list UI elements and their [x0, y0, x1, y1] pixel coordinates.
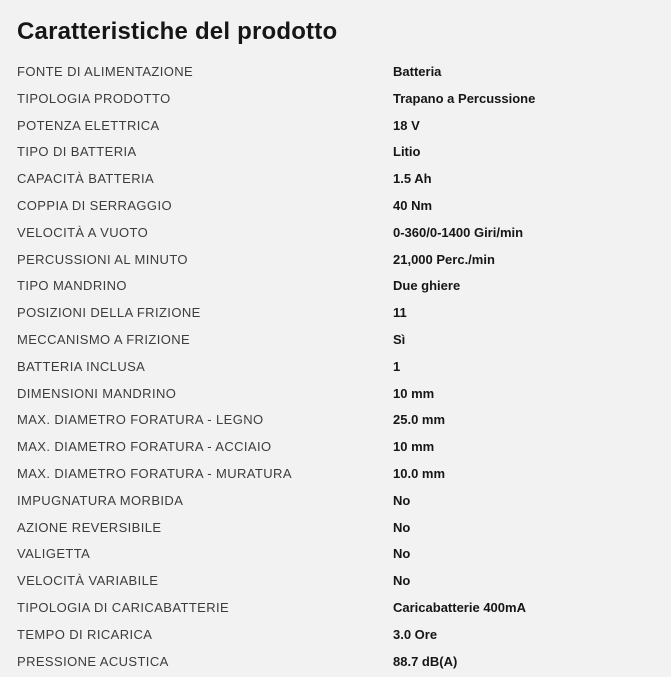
spec-value: Litio — [393, 144, 421, 160]
spec-label: BATTERIA INCLUSA — [17, 358, 146, 374]
spec-value: 3.0 Ore — [393, 626, 438, 642]
spec-label: VELOCITÀ VARIABILE — [17, 573, 159, 589]
spec-row-battery-type — [0, 138, 671, 165]
spec-row-max-drill-wood — [0, 406, 671, 433]
spec-label: PRESSIONE ACUSTICA — [17, 653, 169, 669]
spec-label: POTENZA ELETTRICA — [17, 117, 160, 133]
spec-value: Sì — [393, 331, 406, 347]
spec-label: POSIZIONI DELLA FRIZIONE — [17, 305, 201, 321]
spec-row-soft-grip — [0, 487, 671, 514]
spec-label: TIPO MANDRINO — [17, 278, 127, 294]
spec-label: IMPUGNATURA MORBIDA — [17, 492, 184, 508]
spec-value: 21,000 Perc./min — [393, 251, 495, 267]
spec-label: VELOCITÀ A VUOTO — [17, 224, 149, 240]
spec-value: Caricabatterie 400mA — [393, 599, 526, 615]
spec-value: No — [393, 492, 411, 508]
spec-row-power-source — [0, 58, 671, 85]
spec-label: COPPIA DI SERRAGGIO — [17, 197, 172, 213]
spec-row-clutch-mechanism — [0, 326, 671, 353]
spec-value: 10 mm — [393, 385, 435, 401]
spec-row-chuck-size — [0, 380, 671, 407]
spec-row-case — [0, 540, 671, 567]
spec-row-charger-type — [0, 594, 671, 621]
spec-label: CAPACITÀ BATTERIA — [17, 171, 155, 187]
spec-value: No — [393, 546, 411, 562]
spec-row-no-load-speed — [0, 219, 671, 246]
spec-label: TEMPO DI RICARICA — [17, 626, 153, 642]
spec-label: MECCANISMO A FRIZIONE — [17, 331, 191, 347]
spec-value: Trapano a Percussione — [393, 90, 536, 106]
spec-value: 1.5 Ah — [393, 171, 432, 187]
spec-row-charge-time — [0, 621, 671, 648]
spec-label: MAX. DIAMETRO FORATURA - ACCIAIO — [17, 439, 272, 455]
spec-row-variable-speed — [0, 567, 671, 594]
spec-row-battery-included — [0, 353, 671, 380]
spec-row-battery-capacity — [0, 165, 671, 192]
spec-value: 10.0 mm — [393, 465, 446, 481]
spec-label: MAX. DIAMETRO FORATURA - MURATURA — [17, 465, 292, 481]
spec-value: 1 — [393, 358, 401, 374]
spec-label: VALIGETTA — [17, 546, 91, 562]
spec-value: Due ghiere — [393, 278, 461, 294]
spec-value: 18 V — [393, 117, 420, 133]
spec-row-torque — [0, 192, 671, 219]
spec-row-max-drill-masonry — [0, 460, 671, 487]
spec-row-impact-rate — [0, 246, 671, 273]
spec-row-clutch-positions — [0, 299, 671, 326]
spec-label: DIMENSIONI MANDRINO — [17, 385, 177, 401]
spec-value: 25.0 mm — [393, 412, 446, 428]
spec-value: 0-360/0-1400 Giri/min — [393, 224, 524, 240]
spec-label: PERCUSSIONI AL MINUTO — [17, 251, 188, 267]
spec-value: No — [393, 519, 411, 535]
spec-row-voltage — [0, 112, 671, 139]
spec-row-chuck-type — [0, 272, 671, 299]
spec-label: TIPO DI BATTERIA — [17, 144, 137, 160]
spec-label: MAX. DIAMETRO FORATURA - LEGNO — [17, 412, 264, 428]
spec-row-reversible — [0, 514, 671, 541]
spec-value: No — [393, 573, 411, 589]
spec-value: 10 mm — [393, 439, 435, 455]
spec-value: Batteria — [393, 64, 442, 79]
spec-row-sound-pressure — [0, 648, 671, 675]
section-title: Caratteristiche del prodotto — [17, 18, 338, 45]
spec-label: AZIONE REVERSIBILE — [17, 519, 162, 535]
spec-value: 88.7 dB(A) — [393, 653, 458, 669]
spec-list — [0, 58, 671, 674]
spec-value: 40 Nm — [393, 197, 433, 213]
spec-label: FONTE DI ALIMENTAZIONE — [17, 64, 194, 79]
spec-row-max-drill-steel — [0, 433, 671, 460]
spec-value: 11 — [393, 305, 407, 321]
spec-label: TIPOLOGIA DI CARICABATTERIE — [17, 599, 230, 615]
spec-row-product-type — [0, 85, 671, 112]
spec-label: TIPOLOGIA PRODOTTO — [17, 90, 171, 106]
